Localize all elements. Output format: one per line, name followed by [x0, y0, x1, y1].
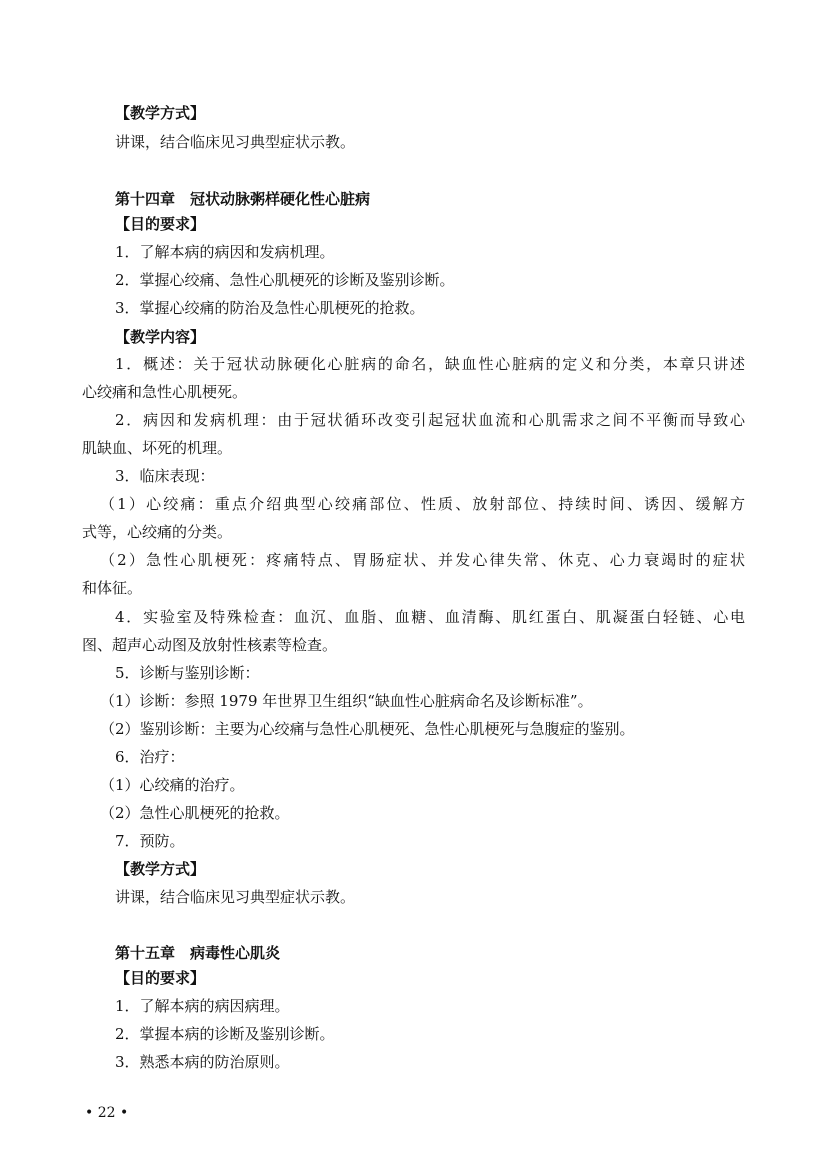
- chapter-14-content-heading: 【教学内容】: [115, 328, 206, 346]
- content-item-5-2: （2）鉴别诊断：主要为心绞痛与急性心肌梗死、急性心肌梗死与急腹症的鉴别。: [100, 720, 635, 738]
- chapter-15-objectives-heading: 【目的要求】: [115, 969, 206, 987]
- chapter-14-method-text: 讲课，结合临床见习典型症状示教。: [115, 888, 356, 906]
- chapter-14-title: 第十四章 冠状动脉粥样硬化性心脏病: [115, 190, 371, 208]
- content-item-7: 7．预防。: [115, 832, 185, 850]
- content-item-2-line-1: 2．病因和发病机理：由于冠状循环改变引起冠状血流和心肌需求之间不平衡而导致心: [115, 411, 745, 429]
- content-item-4-line-1: 4．实验室及特殊检查：血沉、血脂、血糖、血清酶、肌红蛋白、肌凝蛋白轻链、心电: [115, 608, 745, 626]
- content-item-6: 6．治疗：: [115, 748, 185, 766]
- content-item-5: 5．诊断与鉴别诊断：: [115, 664, 260, 682]
- content-item-4-line-2: 图、超声心动图及放射性核素等检查。: [82, 636, 338, 654]
- chapter-14-objectives-heading: 【目的要求】: [115, 215, 206, 233]
- chapter-14-objective-2: 2．掌握心绞痛、急性心肌梗死的诊断及鉴别诊断。: [115, 271, 455, 289]
- chapter-15-objective-3: 3．熟悉本病的防治原则。: [115, 1053, 290, 1071]
- content-item-6-2: （2）急性心肌梗死的抢救。: [100, 804, 290, 822]
- content-item-1-line-1: 1．概述：关于冠状动脉硬化心脏病的命名，缺血性心脏病的定义和分类，本章只讲述: [115, 355, 745, 373]
- content-item-3-2-line-2: 和体征。: [82, 579, 143, 597]
- chapter-14-method-heading: 【教学方式】: [115, 860, 206, 878]
- content-item-6-1: （1）心绞痛的治疗。: [100, 776, 245, 794]
- teaching-method-heading: 【教学方式】: [115, 104, 206, 122]
- content-item-5-1: （1）诊断：参照 1979 年世界卫生组织“缺血性心脏病命名及诊断标准”。: [100, 692, 593, 710]
- content-item-3-2-line-1: （2）急性心肌梗死：疼痛特点、胃肠症状、并发心律失常、休克、心力衰竭时的症状: [100, 551, 745, 569]
- chapter-15-objective-1: 1．了解本病的病因病理。: [115, 997, 290, 1015]
- page-number: • 22 •: [85, 1105, 129, 1121]
- content-item-2-line-2: 肌缺血、坏死的机理。: [82, 439, 233, 457]
- chapter-15-objective-2: 2．掌握本病的诊断及鉴别诊断。: [115, 1025, 335, 1043]
- chapter-14-objective-1: 1．了解本病的病因和发病机理。: [115, 243, 335, 261]
- content-item-3-1-line-2: 式等，心绞痛的分类。: [82, 523, 233, 541]
- content-item-3-1-line-1: （1）心绞痛：重点介绍典型心绞痛部位、性质、放射部位、持续时间、诱因、缓解方: [100, 495, 745, 513]
- content-item-3: 3．临床表现：: [115, 467, 215, 485]
- chapter-14-objective-3: 3．掌握心绞痛的防治及急性心肌梗死的抢救。: [115, 299, 425, 317]
- teaching-method-text: 讲课，结合临床见习典型症状示教。: [115, 133, 356, 151]
- chapter-15-title: 第十五章 病毒性心肌炎: [115, 944, 281, 962]
- content-item-1-line-2: 心绞痛和急性心肌梗死。: [82, 383, 248, 401]
